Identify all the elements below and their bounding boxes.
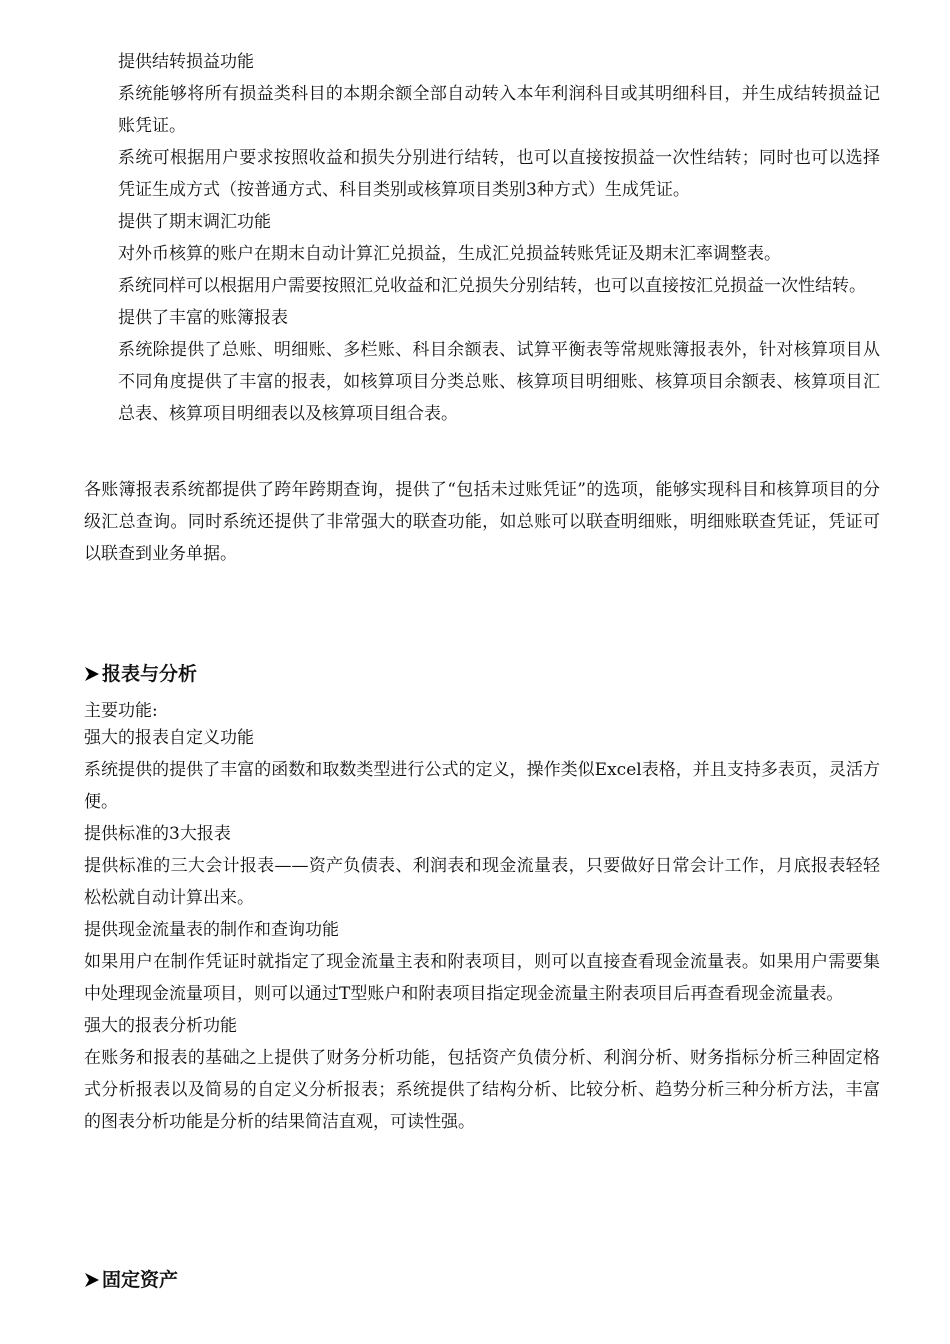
para-three-reports: 提供标准的三大会计报表——资产负债表、利润表和现金流量表，只要做好日常会计工作，月底报表轻轻松松就自动计算出来。: [84, 856, 880, 908]
subtitle-cash-flow: 提供现金流量表的制作和查询功能: [84, 920, 339, 940]
para-cash-flow: 如果用户在制作凭证时就指定了现金流量主表和附表项目，则可以直接查看现金流量表。如果用户需要集中处理现金流量项目，则可以通过T型账户和附表项目指定现金流量主附表项目后再查看现金流量表。: [84, 952, 880, 1004]
report-analysis-block: [0, 700, 950, 1138]
para-transfer-options: 系统可根据用户要求按照收益和损失分别进行结转，也可以直接按损益一次性结转；同时也可以选择凭证生成方式（按普通方式、科目类别或核算项目类别3种方式）生成凭证。: [118, 148, 880, 200]
para-foreign-currency: 对外币核算的账户在期末自动计算汇兑损益，生成汇兑损益转账凭证及期末汇率调整表。: [118, 244, 781, 264]
para-exchange-transfer: 系统同样可以根据用户需要按照汇兑收益和汇兑损失分别结转，也可以直接按汇兑损益一次性结转。: [118, 276, 866, 296]
arrowhead-bullet-icon: [84, 666, 100, 682]
section-heading-text: 固定资产: [102, 1269, 179, 1291]
main-functions-label: 主要功能:: [84, 701, 158, 721]
arrowhead-bullet-icon: [84, 1272, 100, 1288]
subtitle-three-reports: 提供标准的3大报表: [84, 824, 231, 844]
subtitle-report-analysis: 强大的报表分析功能: [84, 1016, 237, 1036]
ledger-query-block: [0, 474, 950, 570]
section-heading-report-analysis: [84, 660, 197, 688]
subtitle-rich-ledgers: 提供了丰富的账簿报表: [118, 308, 288, 328]
para-auto-transfer: 系统能够将所有损益类科目的本期余额全部自动转入本年利润科目或其明细科目，并生成结转损益记账凭证。: [118, 84, 880, 136]
subtitle-closing-pl: 提供结转损益功能: [118, 52, 254, 72]
subtitle-report-custom: 强大的报表自定义功能: [84, 728, 254, 748]
section-heading-text: 报表与分析: [102, 663, 198, 685]
para-ledger-reports: 系统除提供了总账、明细账、多栏账、科目余额表、试算平衡表等常规账簿报表外，针对核算项目从不同角度提供了丰富的报表，如核算项目分类总账、核算项目明细账、核算项目余额表、核算项目汇总表、核算项目明细表以及核算项目组合表。: [118, 340, 880, 424]
subtitle-period-end-exchange: 提供了期末调汇功能: [118, 212, 271, 232]
section-heading-fixed-assets: [84, 1266, 178, 1294]
para-report-analysis: 在账务和报表的基础之上提供了财务分析功能，包括资产负债分析、利润分析、财务指标分析三种固定格式分析报表以及简易的自定义分析报表；系统提供了结构分析、比较分析、趋势分析三种分析方法，丰富的图表分析功能是分析的结果简洁直观，可读性强。: [84, 1048, 880, 1132]
para-cross-period-query: 各账簿报表系统都提供了跨年跨期查询，提供了“包括未过账凭证”的选项，能够实现科目和核算项目的分级汇总查询。同时系统还提供了非常强大的联查功能，如总账可以联查明细账，明细账联查凭证，凭证可以联查到业务单据。: [84, 480, 880, 564]
ledger-features-block: [0, 46, 950, 430]
para-report-custom: 系统提供的提供了丰富的函数和取数类型进行公式的定义，操作类似Excel表格，并且支持多表页，灵活方便。: [84, 760, 880, 812]
